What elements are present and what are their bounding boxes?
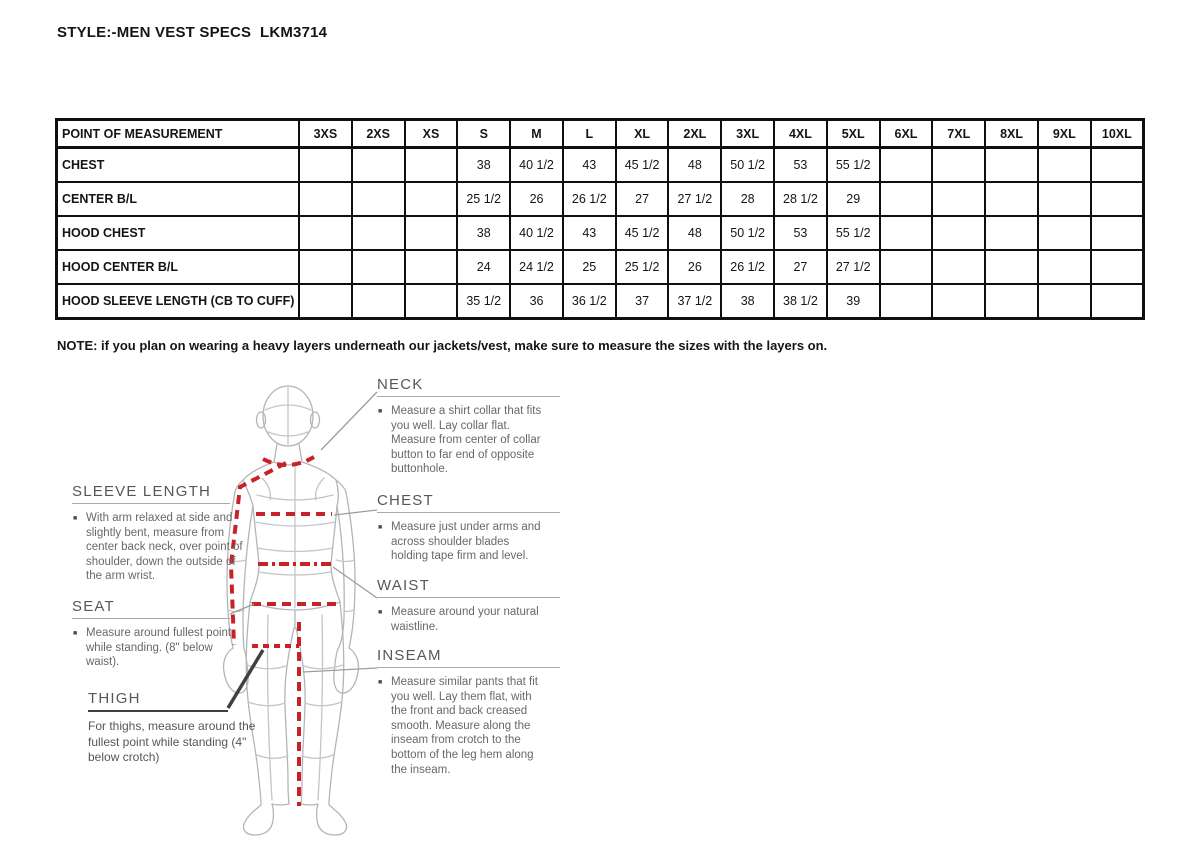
col-header-size: M [510,120,563,148]
measurement-cell: 28 [721,182,774,216]
measurement-cell: 43 [563,216,616,250]
sleeve-length-title: SLEEVE LENGTH [72,483,230,504]
measurement-cell [352,182,405,216]
measurement-cell [352,148,405,183]
measurement-cell [1038,216,1091,250]
col-header-size: 2XL [668,120,721,148]
measurement-cell: 26 [668,250,721,284]
row-label: HOOD CENTER B/L [57,250,300,284]
guide-section-waist [377,577,560,634]
measurement-cell [299,182,352,216]
measurement-cell [299,250,352,284]
note-text: NOTE: if you plan on wearing a heavy layers underneath our jackets/vest, make sure to measure the sizes with the layers on. [57,338,828,353]
bullet-square-icon: ■ [378,408,383,415]
col-header-size: 10XL [1091,120,1144,148]
measurement-cell: 50 1/2 [721,148,774,183]
row-label: HOOD SLEEVE LENGTH (CB TO CUFF) [57,284,300,319]
measurement-cell: 37 [616,284,669,319]
measurement-cell [880,148,933,183]
measurement-cell [299,148,352,183]
measurement-cell: 26 1/2 [563,182,616,216]
measurement-cell [932,284,985,319]
measurement-cell: 36 [510,284,563,319]
measurement-cell [352,250,405,284]
measurement-cell: 27 [774,250,827,284]
page-title: STYLE:-MEN VEST SPECS LKM3714 [57,24,328,41]
col-header-size: XL [616,120,669,148]
measurement-cell [299,216,352,250]
measurement-cell [299,284,352,319]
row-label: CHEST [57,148,300,183]
figure-head-grid [265,386,311,446]
bullet-square-icon: ■ [378,524,383,531]
size-spec-table [55,118,1145,320]
measurement-cell [985,182,1038,216]
measurement-cell: 40 1/2 [510,216,563,250]
measurement-cell: 53 [774,216,827,250]
measurement-cell: 36 1/2 [563,284,616,319]
bullet-square-icon: ■ [73,630,78,637]
col-header-size: 6XL [880,120,933,148]
col-header-size: 7XL [932,120,985,148]
col-header-size: 4XL [774,120,827,148]
measurement-cell [352,284,405,319]
col-header-point-of-measurement: POINT OF MEASUREMENT [57,120,300,148]
col-header-size: 3XS [299,120,352,148]
measurement-cell [880,250,933,284]
measurement-cell: 27 1/2 [668,182,721,216]
chest-connector-line [334,510,377,515]
guide-section-chest [377,492,560,564]
thigh-title: THIGH [88,690,228,712]
figure-ear-right [311,412,320,428]
measurement-cell: 37 1/2 [668,284,721,319]
measurement-cell [985,216,1038,250]
measurement-cell: 43 [563,148,616,183]
measurement-cell [405,148,458,183]
measurement-cell: 48 [668,148,721,183]
measurement-cell: 29 [827,182,880,216]
waist-description: Measure around your natural waistline. [391,606,539,633]
spec-table-body [57,148,1144,319]
measurement-cell: 55 1/2 [827,148,880,183]
measurement-cell: 24 1/2 [510,250,563,284]
measurement-cell [985,284,1038,319]
row-label: HOOD CHEST [57,216,300,250]
measurement-cell [985,148,1038,183]
neck-connector-line [321,392,377,450]
guide-section-thigh [88,690,260,766]
measurement-cell: 50 1/2 [721,216,774,250]
measurement-cell: 25 [563,250,616,284]
col-header-size: XS [405,120,458,148]
measurement-cell [1091,148,1144,183]
measurement-cell: 39 [827,284,880,319]
measurement-cell [932,148,985,183]
measurement-cell [880,216,933,250]
guide-section-inseam [377,647,560,777]
measurement-cell [985,250,1038,284]
measurement-cell: 53 [774,148,827,183]
measurement-cell: 38 [457,216,510,250]
measurement-cell [1038,284,1091,319]
spec-table-row [57,216,1144,250]
col-header-size: 8XL [985,120,1038,148]
col-header-size: 9XL [1038,120,1091,148]
measurement-cell: 45 1/2 [616,216,669,250]
measurement-cell: 26 1/2 [721,250,774,284]
measurement-cell [405,182,458,216]
measurement-cell: 40 1/2 [510,148,563,183]
measurement-cell: 25 1/2 [457,182,510,216]
spec-table-row [57,250,1144,284]
measurement-cell: 55 1/2 [827,216,880,250]
measurement-cell: 26 [510,182,563,216]
bullet-square-icon: ■ [73,515,78,522]
measurement-cell: 48 [668,216,721,250]
col-header-size: S [457,120,510,148]
col-header-size: 3XL [721,120,774,148]
measurement-cell [1038,182,1091,216]
seat-description: Measure around fullest point while standing. (8" below waist). [86,627,232,669]
bullet-square-icon: ■ [378,679,383,686]
chest-description: Measure just under arms and across shoulder blades holding tape firm and level. [391,521,541,563]
spec-table-header-row [57,120,1144,148]
measurement-cell [880,284,933,319]
measurement-cell: 27 1/2 [827,250,880,284]
bullet-square-icon: ■ [378,609,383,616]
measurement-cell [1091,284,1144,319]
col-header-size: 2XS [352,120,405,148]
neck-title: NECK [377,376,560,397]
measurement-cell: 35 1/2 [457,284,510,319]
measurement-cell [1091,250,1144,284]
waist-title: WAIST [377,577,560,598]
row-label: CENTER B/L [57,182,300,216]
measurement-cell: 38 [457,148,510,183]
inseam-description: Measure similar pants that fit you well. Lay them flat, with the front and back creased smooth. Measure along the inseam from crotch to the bottom of the leg hem along the inseam. [391,676,539,776]
spec-table-row [57,284,1144,319]
measurement-cell [405,216,458,250]
measurement-cell [1091,182,1144,216]
measurement-cell [932,182,985,216]
measurement-cell [405,284,458,319]
col-header-size: 5XL [827,120,880,148]
measurement-cell [405,250,458,284]
measurement-cell: 38 1/2 [774,284,827,319]
neck-description: Measure a shirt collar that fits you well. Lay collar flat. Measure from center of collar button to far end of opposite buttonhole. [391,405,542,476]
measurement-cell [880,182,933,216]
inseam-title: INSEAM [377,647,560,668]
guide-section-sleeve-length [72,483,244,584]
measurement-cell [932,250,985,284]
measurement-cell: 27 [616,182,669,216]
measurement-cell [1038,250,1091,284]
measurement-cell: 45 1/2 [616,148,669,183]
col-header-size: L [563,120,616,148]
spec-table-row [57,182,1144,216]
measurement-cell: 24 [457,250,510,284]
measurement-cell: 38 [721,284,774,319]
measurement-cell: 28 1/2 [774,182,827,216]
seat-title: SEAT [72,598,230,619]
thigh-description: For thighs, measure around the fullest point while standing (4" below crotch) [88,719,256,765]
measurement-cell [1038,148,1091,183]
sleeve-length-description: With arm relaxed at side and slightly bent, measure from center back neck, over point of shoulder, down the outside of the arm wrist. [86,512,243,583]
guide-section-seat [72,598,244,670]
figure-torso-outline [235,444,346,628]
spec-table-row [57,148,1144,183]
figure-ear-left [257,412,266,428]
guide-section-neck [377,376,560,477]
measurement-cell [352,216,405,250]
measurement-cell [1091,216,1144,250]
measurement-cell [932,216,985,250]
chest-title: CHEST [377,492,560,513]
measurement-cell: 25 1/2 [616,250,669,284]
